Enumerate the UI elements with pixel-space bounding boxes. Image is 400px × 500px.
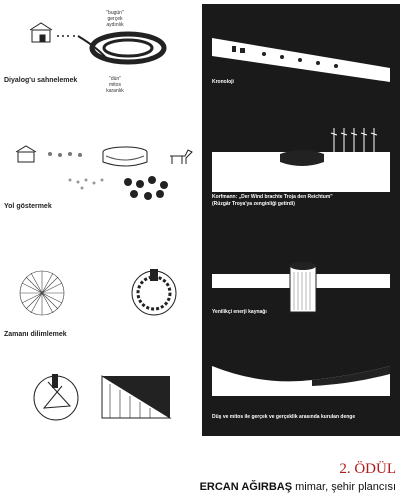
- time-slice-diagram: [16, 265, 216, 325]
- author-name: ERCAN AĞIRBAŞ: [199, 481, 293, 493]
- panel-caption-chronology: Kronoloji: [212, 79, 234, 85]
- author-role: mimar, şehir plancısı: [292, 481, 396, 493]
- spiral-bottom-text: "dün" mitos karanlık: [106, 76, 124, 94]
- myth-reality-diagram: [30, 368, 220, 438]
- panel-caption-energy: Yenilikçi enerji kaynağı: [212, 309, 267, 315]
- step-label-slice-time: Zamanı dilimlemek: [4, 331, 67, 338]
- author-line: [200, 481, 396, 493]
- concept-panel: [202, 4, 400, 436]
- guidance-sketch: [10, 140, 200, 210]
- panel-caption-wind: Korfmann: „Der Wind brachte Troja den Reichtum" (Rüzgâr Troya'ya zenginliği getirdi): [212, 194, 333, 207]
- step-label-stage-dialogue: Diyalog'u sahnelemek: [4, 77, 78, 84]
- award-title: 2. ÖDÜL: [339, 461, 396, 477]
- spiral-top-text: "bugün" gerçek aydınlık: [106, 10, 124, 28]
- step-label-guide: Yol göstermek: [4, 203, 52, 210]
- wind-illustration: [202, 124, 400, 194]
- balance-illustration: [202, 356, 400, 416]
- panel-caption-balance: Düş ve mitos ile gerçek ve gerçeklik arasında kurulan denge: [212, 414, 356, 420]
